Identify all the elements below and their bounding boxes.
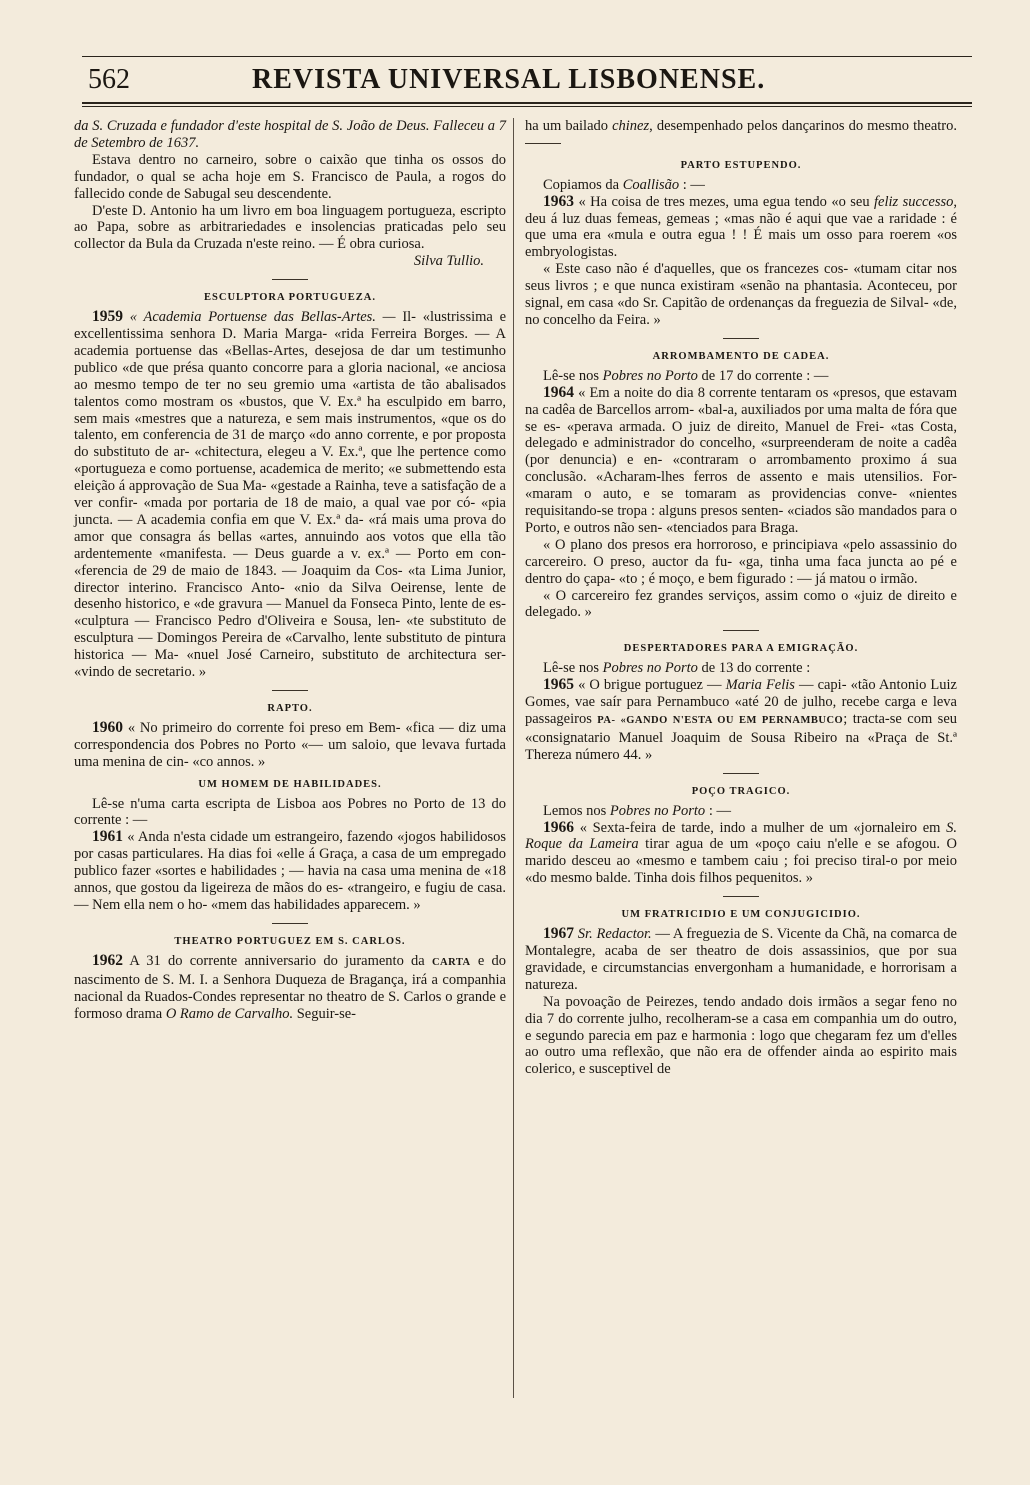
article-1965 bbox=[525, 677, 957, 764]
article-1960 bbox=[74, 720, 506, 771]
small-caps-phrase: PA- «GANDO N'ESTA OU EM PERNAMBUCO bbox=[597, 715, 844, 726]
article-body: ; tracta-se com seu «consignatario Manuel Joaquim de Sousa Ribeiro na «Praça de St.ª Thereza número 44. » bbox=[525, 711, 958, 763]
section-separator bbox=[272, 923, 308, 924]
article-number: 1960 bbox=[92, 718, 123, 736]
header-bottom-rule-thin bbox=[82, 106, 972, 107]
section-separator bbox=[723, 630, 759, 631]
article-lead bbox=[525, 660, 957, 677]
article-lead: Lê-se n'uma carta escripta de Lisboa aos Pobres no Porto de 13 do corrente : — bbox=[74, 795, 506, 829]
article-number: 1962 bbox=[92, 951, 123, 969]
lead-text: Lê-se nos bbox=[543, 367, 599, 384]
page-header bbox=[80, 62, 970, 102]
lead-text: Lê-se nos bbox=[543, 660, 599, 677]
article-body: — capi- «tão Antonio Luiz Gomes, vae saír para Pernambuco «até 20 de julho, recebe carga e leva passageiros bbox=[525, 677, 957, 727]
article-body: A 31 do corrente anniversario do juramento da bbox=[129, 952, 425, 969]
section-heading: UM HOMEM DE HABILIDADES. bbox=[198, 778, 382, 790]
article-1964 bbox=[525, 385, 957, 537]
article-body: Seguir-se- bbox=[296, 1005, 357, 1022]
continued-paragraph bbox=[525, 118, 957, 152]
page-number: 562 bbox=[88, 64, 130, 95]
lead-text: de 17 do corrente : — bbox=[701, 367, 829, 384]
article-body: « No primeiro do corrente foi preso em Bem- «fica — diz uma correspondencia dos Pobres no Porto «— um saloio, que levava furtada uma menina de cin- «co annos. » bbox=[74, 719, 506, 770]
article-number: 1959 bbox=[92, 308, 123, 326]
article-1966 bbox=[525, 820, 957, 888]
section-heading: DESPERTADORES PARA A EMIGRAÇÃO. bbox=[623, 643, 859, 655]
section-heading: RAPTO. bbox=[267, 703, 313, 714]
article-body: , desempenhado pelos dançarinos do mesmo theatro. bbox=[649, 118, 957, 134]
section-separator bbox=[723, 896, 759, 897]
article-number: 1963 bbox=[543, 192, 574, 210]
section-separator bbox=[272, 690, 308, 691]
article-body: « Em a noite do dia 8 corrente tentaram os «presos, que estavam na cadêa de Barcellos arrom- «bal-a, auxiliados por uma malta de fóra que se es- «perava armada. O juiz de direito, Manuel de Frei- «tas Costa, delegado e administrador do concelho, «surpreenderam de noite a cadêa (por denuncia) e en- «contraram o arrombamento proximo á sua conclusão. «Acharam-lhes ferros de assento e mais utensilios. For- «maram o auto, e se tomaram as providencias conve- «nientes requisitando-se tropa : alguns presos senten- «ciados são mandados para o Porto, e outros não sen- «tenciados para Braga. bbox=[525, 384, 958, 536]
article-body: ha um bailado bbox=[525, 118, 609, 134]
section-heading: ESCULPTORA PORTUGUEZA. bbox=[204, 292, 376, 304]
article-body: « Ha coisa de tres mezes, uma egua tendo «o seu bbox=[578, 193, 870, 210]
right-column bbox=[525, 118, 957, 1078]
ship-name: Maria Felis bbox=[725, 677, 795, 694]
left-column bbox=[74, 118, 506, 1022]
author-signature: Silva Tullio. bbox=[413, 253, 484, 270]
intro-paragraph: Estava dentro no carneiro, sobre o caixão que tinha os ossos do fundador, o qual se acha hoje em S. Francisco de Paula, a rogos do fallecido conde de Sabugal seu descendente. bbox=[74, 151, 506, 202]
lead-text: Lemos nos bbox=[543, 802, 607, 819]
lead-text: Copiamos da bbox=[543, 176, 620, 193]
article-body: Na povoação de Peirezes, tendo andado dois irmãos a segar feno no dia 7 do corrente julho, recolheram-se a casa em companhia um do outro, e segundo parecia em paz e harmonia : logo que chegaram fez um d'elles ao outro uma reflexão, que não era de offender ainda ao espirito mais colerico, e susceptivel de bbox=[525, 993, 957, 1078]
intro-paragraph: da S. Cruzada e fundador d'este hospital de S. João de Deus. Falleceu a 7 de Setembro de 1637. bbox=[74, 118, 506, 151]
section-separator bbox=[525, 143, 561, 144]
article-title: « Academia Portuense das Bellas-Artes. — bbox=[129, 309, 396, 326]
section-separator bbox=[723, 773, 759, 774]
lead-text: : — bbox=[682, 176, 705, 193]
section-heading: PARTO ESTUPENDO. bbox=[680, 159, 802, 171]
article-body: « O carcereiro fez grandes serviços, assim como o «juiz de direito e delegado. » bbox=[525, 587, 957, 621]
header-top-rule bbox=[82, 56, 972, 57]
article-body: « O brigue portuguez — bbox=[578, 677, 722, 694]
source-name: Coallisão bbox=[622, 176, 680, 193]
article-body: — A freguezia de S. Vicente da Chã, na comarca de Montalegre, acaba de ser theatro de dois assassinios, que por sua gravidade, e circumstancias envergonham a humanidade, e horrorisam a natureza. bbox=[525, 926, 957, 993]
salutation: Sr. Redactor. bbox=[577, 926, 652, 943]
place-name: S. Roque da Lameira bbox=[525, 819, 958, 853]
article-lead bbox=[525, 368, 957, 385]
section-heading: UM FRATRICIDIO E UM CONJUGICIDIO. bbox=[621, 909, 861, 921]
source-name: Pobres no Porto bbox=[602, 660, 698, 677]
section-separator bbox=[272, 279, 308, 280]
italic-phrase: feliz successo bbox=[874, 193, 954, 210]
lead-text: de 13 do corrente : bbox=[701, 660, 811, 677]
journal-title: REVISTA UNIVERSAL LISBONENSE. bbox=[252, 64, 766, 95]
article-body: « Este caso não é d'aquelles, que os francezes cos- «tumam citar nos seus livros ; e que nunca existiram «senão na phantasia. Aconteceu, por signal, em casa «do Sr. Capitão de ordenanças da freguezia de Silval- «de, no concelho da Feira. » bbox=[525, 261, 957, 328]
article-number: 1961 bbox=[92, 828, 123, 846]
column-divider bbox=[513, 118, 514, 1398]
article-body: Il- «lustrissima e excellentissima senhora D. Maria Marga- «rida Ferreira Borges. — A academia portuense das «Bellas-Artes, desejosa de dar um testimunho publico «de que présa quanto concorre para a gloria nacional, «e anciosa ao mesmo tempo de ter no seu gremio uma «artista de tão abalisados talentos como mostram os «bustos, que V. Ex.ª ha esculpido em barro, sem mais «mestres que a natureza, e sem mais instrumentos, «que os do talento, em conferencia de 31 de março «do anno corrente, e por proposta do substituto de ar- «chitectura, elegeu a V. Ex.ª, que lhe pertence como «portugueza e como portuense, academica de merito; «e submettendo esta eleição á approvação de Sua Ma- «gestade a Rainha, teve a satisfação de a ver confir- «mada por portaria de 18 de maio, a qual vae por có- «pia juncta. — A academia confia em que V. Ex.ª da- «rá mais uma prova do amor que consagra ás bellas «artes, annuindo aos votos que ella tão ardentemente «manifesta. — Deus guarde a v. ex.ª — Porto em con- «ferencia de 29 de maio de 1843. — Joaquim da Cos- «ta Lima Junior, director interino. Francisco Anto- «nio da Silva Oeirense, lente de desenho historico, e «de gravura — Manuel da Fonseca Pinto, lente de es- «culptura — Francisco Pedro d'Oliveira e Sousa, len- «te substituto de esculptura — Domingos Pereira de «Carvalho, lente substituto de pintura historica — Ma- «nuel José Carneiro, substituto de architectura ser- «vindo de secretario. » bbox=[74, 309, 507, 681]
section-separator bbox=[723, 338, 759, 339]
small-caps-word: CARTA bbox=[431, 956, 471, 968]
drama-title: O Ramo de Carvalho. bbox=[165, 1005, 294, 1022]
article-number: 1964 bbox=[543, 383, 574, 401]
intro-paragraph: D'este D. Antonio ha um livro em boa linguagem portugueza, escripto ao Papa, sobre as arbitrariedades e insolencias praticadas pelo seu collector da Bula da Cruzada n'este reino. — É obra curiosa. bbox=[74, 202, 506, 253]
article-number: 1965 bbox=[543, 676, 574, 694]
article-body: « Sexta-feira de tarde, indo a mulher de um «jornaleiro em bbox=[579, 819, 941, 836]
italic-word: chinez bbox=[612, 118, 650, 134]
article-number: 1966 bbox=[543, 818, 574, 836]
article-body: e do nascimento de S. M. I. a Senhora Duqueza de Bragança, irá a companhia nacional da Ruados-Condes representar no theatro de S. Carlos o grande e formoso drama bbox=[74, 952, 507, 1022]
section-heading: POÇO TRAGICO. bbox=[691, 785, 791, 797]
article-body: « Anda n'esta cidade um estrangeiro, fazendo «jogos habilidosos por casas particulares. Ha dias foi «elle á Graça, a casa de um empregado publico fazer «sortes e habilidades ; — havia na casa uma menina de «18 annos, que gostou da ligeireza de mãos do es- «trangeiro, e fugiu de casa. — Nem ella nem o ho- «mem das habilidades apparecem. » bbox=[74, 829, 507, 913]
source-name: Pobres no Porto bbox=[609, 802, 706, 819]
article-body: « O plano dos presos era horroroso, e principiava «pelo assassinio do carcereiro. O preso, auctor da fu- «ga, tinha uma faca juncta ao pé e dentro do çapa- «to ; é moço, e bem figurado : — já matou o irmão. bbox=[525, 536, 957, 587]
article-1967 bbox=[525, 926, 957, 994]
article-lead bbox=[525, 177, 957, 194]
section-heading: ARROMBAMENTO DE CADEA. bbox=[652, 350, 830, 362]
article-1961 bbox=[74, 829, 506, 914]
article-1963 bbox=[525, 194, 957, 262]
article-1959 bbox=[74, 309, 506, 681]
source-name: Pobres no Porto bbox=[602, 367, 698, 384]
article-number: 1967 bbox=[543, 925, 574, 943]
article-1962 bbox=[74, 953, 506, 1023]
header-bottom-rule bbox=[82, 102, 972, 104]
article-lead bbox=[525, 803, 957, 820]
article-body: , deu á luz duas femeas, gemeas ; «mas não é aqui que vae a raridade : é que uma era «mula e outra egua ! ! É mais um osso para roerem «os embryologistas. bbox=[525, 193, 957, 261]
lead-text: : — bbox=[708, 802, 731, 819]
article-body: tirar agua de um «poço caiu n'elle e se afogou. O marido desceu ao «mesmo e tambem caiu ; foi preciso tiral-o por meio «do mesmo balde. Tinha dois filhos pequenitos. » bbox=[525, 836, 958, 887]
section-heading: THEATRO PORTUGUEZ EM S. CARLOS. bbox=[174, 935, 406, 947]
